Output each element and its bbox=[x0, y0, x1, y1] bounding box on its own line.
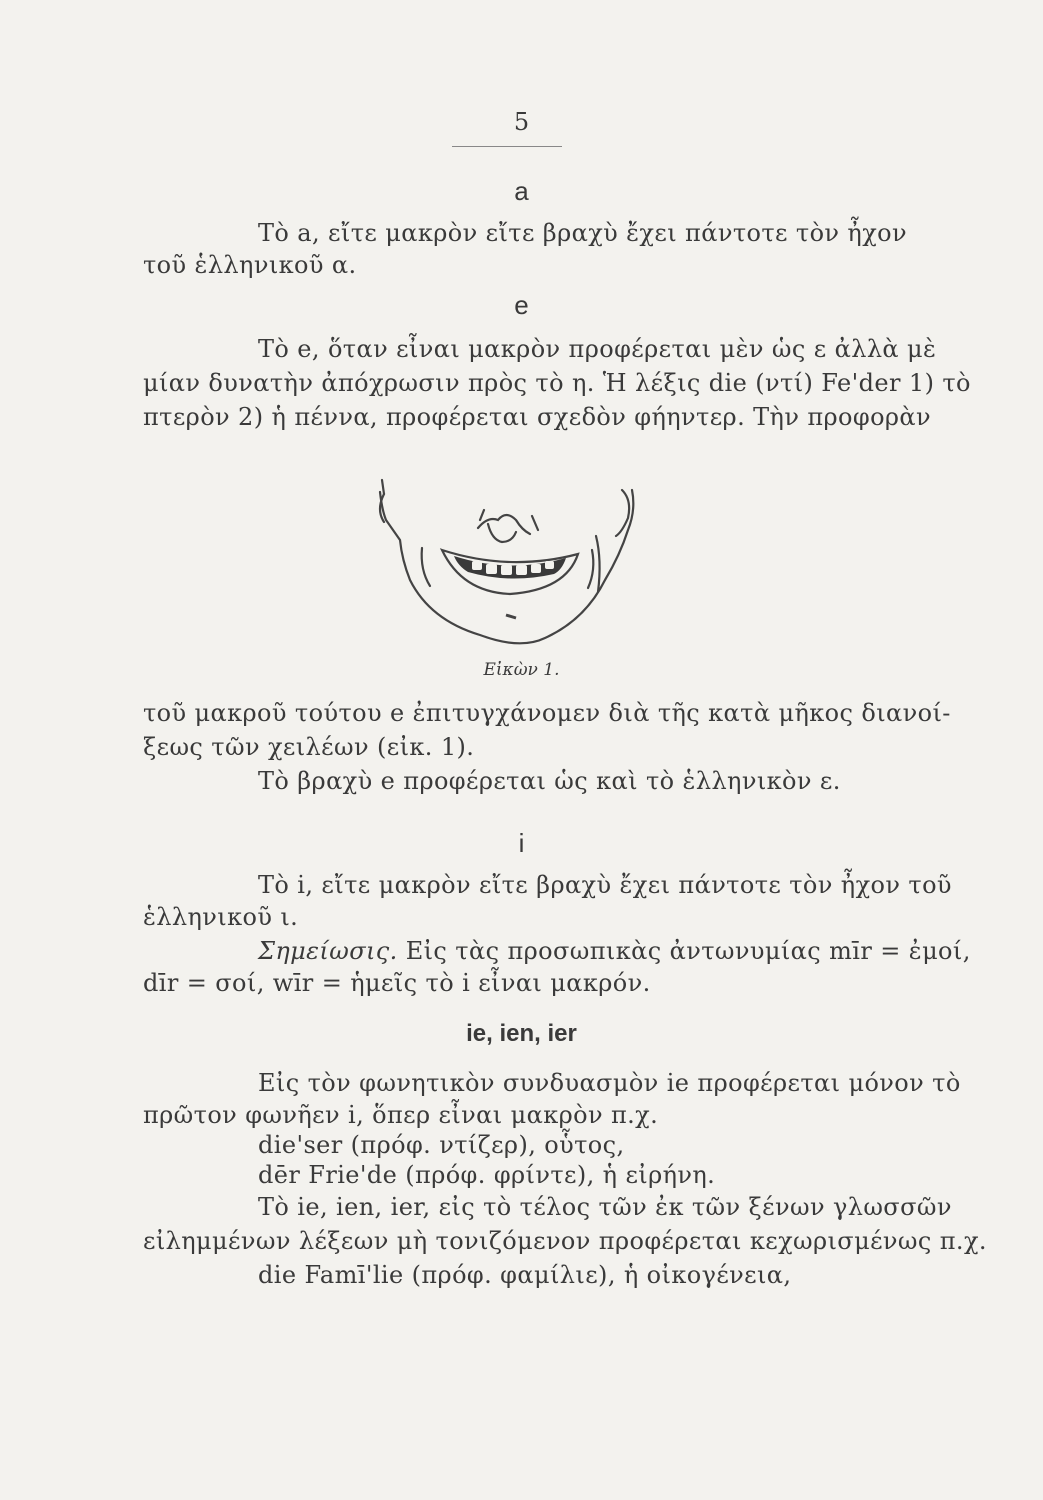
paragraph-line: Τὸ i, εἴτε μακρὸν εἴτε βραχὺ ἔχει πάντοτε τὸν ἦχον τοῦ bbox=[258, 871, 952, 899]
paragraph-line: Τὸ a, εἴτε μακρὸν εἴτε βραχὺ ἔχει πάντοτε τὸν ἦχον bbox=[258, 219, 907, 247]
note-line bbox=[258, 936, 971, 966]
heading-a: a bbox=[514, 176, 529, 206]
header-rule bbox=[452, 146, 562, 147]
paragraph-line: Τὸ e, ὅταν εἶναι μακρὸν προφέρεται μὲν ὡς ε ἀλλὰ μὲ bbox=[258, 335, 937, 363]
mouth-illustration bbox=[370, 470, 660, 660]
paragraph-line: ἑλληνικοῦ ι. bbox=[143, 903, 299, 931]
heading-i: i bbox=[518, 828, 525, 858]
heading-e: e bbox=[514, 290, 529, 320]
paragraph-line: τοῦ ἑλληνικοῦ α. bbox=[143, 251, 357, 279]
paragraph-line: εἰλημμένων λέξεων μὴ τονιζόμενον προφέρεται κεχωρισμένως π.χ. bbox=[143, 1227, 987, 1255]
page-number: 5 bbox=[513, 108, 530, 136]
paragraph-line: πρῶτον φωνῆεν i, ὅπερ εἶναι μακρὸν π.χ. bbox=[143, 1101, 659, 1129]
paragraph-line: Εἰς τὸν φωνητικὸν συνδυασμὸν ie προφέρεται μόνον τὸ bbox=[258, 1069, 961, 1097]
paragraph-line: τοῦ μακροῦ τούτου e ἐπιτυγχάνομεν διὰ τῆς κατὰ μῆκος διανοί- bbox=[143, 699, 951, 727]
example-line: die Famī'lie (πρόφ. φαμίλιε), ἡ οἰκογένεια, bbox=[258, 1261, 792, 1289]
paragraph-line: μίαν δυνατὴν ἀπόχρωσιν πρὸς τὸ η. Ἡ λέξις die (ντί) Fe'der 1) τὸ bbox=[143, 369, 971, 397]
example-line: dēr Frie'de (πρόφ. φρίντε), ἡ εἰρήνη. bbox=[258, 1161, 716, 1189]
note-label: Σημείωσις. bbox=[258, 937, 398, 965]
heading-ie: ie, ien, ier bbox=[466, 1020, 577, 1047]
figure-caption: Εἰκὼν 1. bbox=[483, 660, 560, 680]
paragraph-line: ξεως τῶν χειλέων (εἰκ. 1). bbox=[143, 733, 475, 761]
paragraph-line: Τὸ ie, ien, ier, εἰς τὸ τέλος τῶν ἐκ τῶν ξένων γλωσσῶν bbox=[258, 1193, 952, 1221]
example-line: die'ser (πρόφ. ντίζερ), οὗτος, bbox=[258, 1131, 625, 1159]
paragraph-line: πτερὸν 2) ἡ πέννα, προφέρεται σχεδὸν φήηντερ. Τὴν προφορὰν bbox=[143, 403, 932, 431]
paragraph-line: dīr = σοί, wīr = ἡμεῖς τὸ i εἶναι μακρόν. bbox=[143, 969, 651, 997]
paragraph-line: Τὸ βραχὺ e προφέρεται ὡς καὶ τὸ ἑλληνικὸν ε. bbox=[258, 767, 841, 795]
note-text: Εἰς τὰς προσωπικὰς ἀντωνυμίας mīr = ἐμοί, bbox=[397, 937, 971, 965]
